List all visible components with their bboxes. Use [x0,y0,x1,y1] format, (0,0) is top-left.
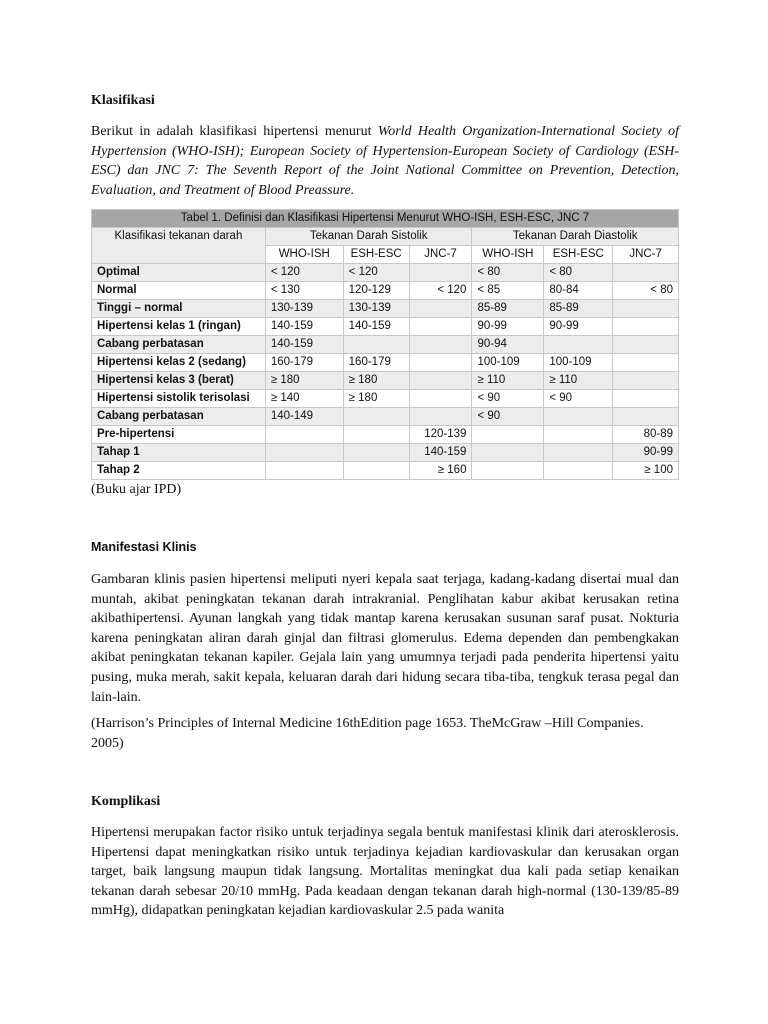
table-cell [544,336,613,354]
table-cell: ≥ 180 [343,390,409,408]
row-label: Cabang perbatasan [92,408,266,426]
table-cell [409,336,472,354]
komplikasi-body: Hipertensi merupakan factor risiko untuk terjadinya segala bentuk manifestasi klinik dari aterosklerosis. Hipertensi dapat meningkatkan risiko untuk terjadinya kejadian kardiovaskular dan kerusakan organ target, baik langsung maupun tidak langsung. Mortalitas meningkat dua kali pada setiap kenaikan tekanan darah sebesar 20/10 mmHg. Pada keadaan dengan tekanan darah high-normal (130-139/85-89 mmHg), didapatkan peningkatan kejadian kardiovaskular 2.5 pada wanita [91,825,679,919]
table-cell: 90-99 [472,318,544,336]
table-cell: 100-109 [544,354,613,372]
table-cell: < 120 [265,264,343,282]
table-cell [409,372,472,390]
table-cell: 80-89 [613,426,679,444]
table-row [92,372,679,390]
table-cell: 140-159 [409,444,472,462]
table-cell [544,408,613,426]
row-label: Hipertensi kelas 3 (berat) [92,372,266,390]
heading-klasifikasi: Klasifikasi [91,93,155,108]
table-cell: ≥ 110 [544,372,613,390]
table-cell: ≥ 180 [343,372,409,390]
table-cell [472,462,544,480]
table-title: Tabel 1. Definisi dan Klasifikasi Hipertensi Menurut WHO-ISH, ESH-ESC, JNC 7 [92,210,679,228]
table-cell: < 90 [544,390,613,408]
table-cell [613,408,679,426]
row-label: Tinggi – normal [92,300,266,318]
table-cell: ≥ 180 [265,372,343,390]
table-cell: 90-99 [544,318,613,336]
table-cell [265,426,343,444]
table-cell: < 90 [472,408,544,426]
table-cell [613,264,679,282]
row-label: Hipertensi kelas 1 (ringan) [92,318,266,336]
table-cell [343,462,409,480]
col-group-systolic: Tekanan Darah Sistolik [265,228,472,246]
row-label: Tahap 1 [92,444,266,462]
table-row [92,390,679,408]
intro-italic-text: World Health Organization-International Society of Hypertension (WHO-ISH); European Society of Hypertension-European Society of Cardiology (ESH-ESC) dan JNC 7: The Seventh Report of the Joint National Committee on Prevention, Detection, Evaluation, and Treatment of Blood Preassure. [91,124,679,198]
table-row [92,408,679,426]
table-cell [613,372,679,390]
table-cell: 130-139 [343,300,409,318]
table-row [92,426,679,444]
table-row [92,354,679,372]
table-cell: ≥ 100 [613,462,679,480]
table-cell: 160-179 [265,354,343,372]
table-cell: 140-159 [343,318,409,336]
table-cell: < 80 [472,264,544,282]
table-cell [613,300,679,318]
intro-text: Berikut in adalah klasifikasi hipertensi menurut [91,124,378,139]
table-cell: 130-139 [265,300,343,318]
table-cell: 160-179 [343,354,409,372]
table-cell [544,462,613,480]
table-row [92,264,679,282]
table-cell [613,390,679,408]
table-cell: 80-84 [544,282,613,300]
table-cell: 120-129 [343,282,409,300]
table-cell: 85-89 [544,300,613,318]
col-header-class: Klasifikasi tekanan darah [92,228,266,264]
heading-manifestasi-text: Manifestasi Klinis [91,540,197,554]
table-cell: < 120 [343,264,409,282]
table-cell: ≥ 110 [472,372,544,390]
table-cell [613,354,679,372]
sub-header: WHO-ISH [472,246,544,264]
table-cell [265,462,343,480]
table-source: (Buku ajar IPD) [91,482,182,497]
table-cell: ≥ 160 [409,462,472,480]
table-cell: 140-159 [265,318,343,336]
table-cell [613,318,679,336]
table-row [92,282,679,300]
table-cell [472,426,544,444]
table-cell [409,264,472,282]
table-cell: < 80 [544,264,613,282]
classification-table [91,209,679,480]
table-cell [544,444,613,462]
table-cell [343,444,409,462]
table-cell [265,444,343,462]
table-cell [613,336,679,354]
table-cell: 90-94 [472,336,544,354]
table-cell [409,300,472,318]
table-cell [409,354,472,372]
sub-header: ESH-ESC [343,246,409,264]
manifestasi-body: Gambaran klinis pasien hipertensi meliputi nyeri kepala saat terjaga, kadang-kadang disertai mual dan muntah, akibat peningkatan tekanan darah intrakranial. Penglihatan kabur akibat kerusakan retina akibathipertensi. Ayunan langkah yang tidak mantap karena kerusakan susunan saraf pusat. Nokturia karena peningkatan aliran darah ginjal dan filtrasi glomerulus. Edema dependen dan pembengkakan akibat peningkatan tekanan kapiler. Gejala lain yang umumnya terjadi pada penderita hipertensi yaitu pusing, muka merah, sakit kepala, keluaran darah dari hidung secara tiba-tiba, tengkuk terasa pegal dan lain-lain. [91,572,679,705]
table-row [92,444,679,462]
manifestasi-reference: (Harrison’s Principles of Internal Medicine 16thEdition page 1653. TheMcGraw –Hill Companies. 2005) [91,716,644,751]
table-cell: 140-159 [265,336,343,354]
table-cell: < 120 [409,282,472,300]
table-cell [343,426,409,444]
heading-komplikasi: Komplikasi [91,794,161,809]
table-cell [343,408,409,426]
row-label: Hipertensi kelas 2 (sedang) [92,354,266,372]
table-cell [409,318,472,336]
row-label: Optimal [92,264,266,282]
table-cell [409,390,472,408]
table-cell: < 90 [472,390,544,408]
table-cell: 85-89 [472,300,544,318]
klasifikasi-intro [91,122,679,200]
table-cell: < 80 [613,282,679,300]
row-label: Cabang perbatasan [92,336,266,354]
table-cell [343,336,409,354]
sub-header: JNC-7 [613,246,679,264]
table-row [92,318,679,336]
col-group-diastolic: Tekanan Darah Diastolik [472,228,679,246]
table-row [92,336,679,354]
table-cell [409,408,472,426]
table-cell: < 130 [265,282,343,300]
row-label: Tahap 2 [92,462,266,480]
table-cell: ≥ 140 [265,390,343,408]
table-cell: 120-139 [409,426,472,444]
row-label: Hipertensi sistolik terisolasi [92,390,266,408]
table-cell: < 85 [472,282,544,300]
heading-manifestasi [91,540,197,554]
table-cell: 140-149 [265,408,343,426]
sub-header: ESH-ESC [544,246,613,264]
table-row [92,462,679,480]
table-cell: 90-99 [613,444,679,462]
table-row [92,300,679,318]
table-cell [544,426,613,444]
table-cell: 100-109 [472,354,544,372]
row-label: Pre-hipertensi [92,426,266,444]
sub-header: WHO-ISH [265,246,343,264]
sub-header: JNC-7 [409,246,472,264]
table-body [92,264,679,480]
table-cell [472,444,544,462]
row-label: Normal [92,282,266,300]
